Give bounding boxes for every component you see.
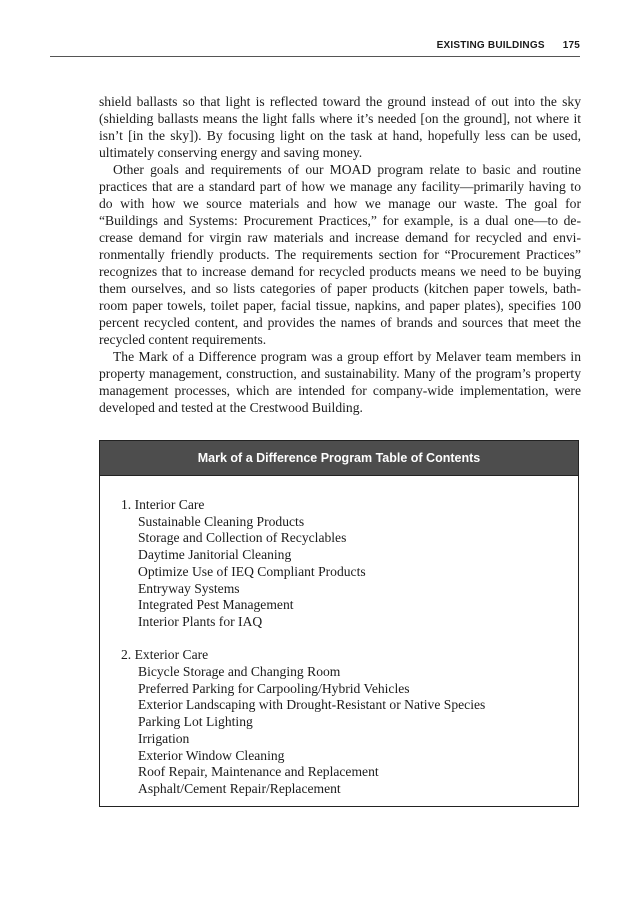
toc-item: Irrigation bbox=[138, 730, 190, 746]
toc-item: Asphalt/Cement Repair/Replacement bbox=[138, 780, 341, 796]
toc-item: Parking Lot Lighting bbox=[138, 714, 253, 730]
toc-section-heading: 1. Interior Care bbox=[121, 497, 205, 512]
body-paragraph-2: Other goals and requirements of our MOAD program relate to basic and routine practices that are a standard part of how we manage any facility—primarily having to do with how we source materials and how we manage our waste. The goal for “Buildings and Systems: Procurement Practices,” for example, is a dual one—to decrease demand for virgin raw materials and increase demand for recycled and environmentally friendly products. The requirements section for “Procurement Practices” recognizes that to increase demand for recycled products means we need to be buying them ourselves, and so lists categories of paper products (kitchen paper towels, bathroom paper towels, toilet paper, facial tissue, napkins, and paper plates), specifies 100 percent recycled content, and provides the names of brands and sources that meet the recycled content requirements. bbox=[99, 162, 581, 347]
toc-item: Exterior Landscaping with Drought-Resistant or Native Species bbox=[138, 697, 486, 713]
toc-item: Preferred Parking for Carpooling/Hybrid Vehicles bbox=[138, 680, 410, 696]
toc-box bbox=[99, 440, 579, 807]
toc-item: Sustainable Cleaning Products bbox=[138, 513, 305, 529]
toc-item: Roof Repair, Maintenance and Replacement bbox=[138, 764, 379, 780]
toc-section-interior-care bbox=[121, 497, 578, 631]
running-head bbox=[50, 40, 580, 51]
running-title: EXISTING BUILDINGS bbox=[436, 40, 545, 51]
toc-section-heading: 2. Exterior Care bbox=[121, 647, 209, 663]
body-text bbox=[99, 93, 581, 416]
toc-item: Bicycle Storage and Changing Room bbox=[138, 664, 341, 680]
body-paragraph-3: The Mark of a Difference program was a group effort by Melaver team members in property management, construction, and sustainability. Many of the program’s property management processes, which are intended for company-wide implementation, were developed and tested at the Crestwood Building. bbox=[99, 349, 581, 415]
toc-title: Mark of a Difference Program Table of Contents bbox=[100, 441, 578, 476]
body-paragraph-1: shield ballasts so that light is reflected toward the ground instead of out into the sky (shielding ballasts means the light falls where it’s needed [on the ground], not where it isn’t [in the sky]). By focusing light on the task at hand, hopefully less can be used, ultimately conserving energy and saving money. bbox=[99, 94, 581, 160]
toc-item: Optimize Use of IEQ Compliant Products bbox=[138, 563, 366, 579]
toc-item: Exterior Window Cleaning bbox=[138, 747, 285, 763]
toc-item: Entryway Systems bbox=[138, 580, 240, 596]
toc-list bbox=[100, 476, 578, 798]
toc-item: Interior Plants for IAQ bbox=[138, 613, 263, 629]
toc-section-exterior-care bbox=[121, 647, 578, 797]
header-rule bbox=[50, 56, 580, 57]
page-number: 175 bbox=[562, 40, 580, 51]
toc-item: Integrated Pest Management bbox=[138, 597, 294, 613]
toc-item: Storage and Collection of Recyclables bbox=[138, 530, 347, 546]
toc-item: Daytime Janitorial Cleaning bbox=[138, 547, 292, 563]
